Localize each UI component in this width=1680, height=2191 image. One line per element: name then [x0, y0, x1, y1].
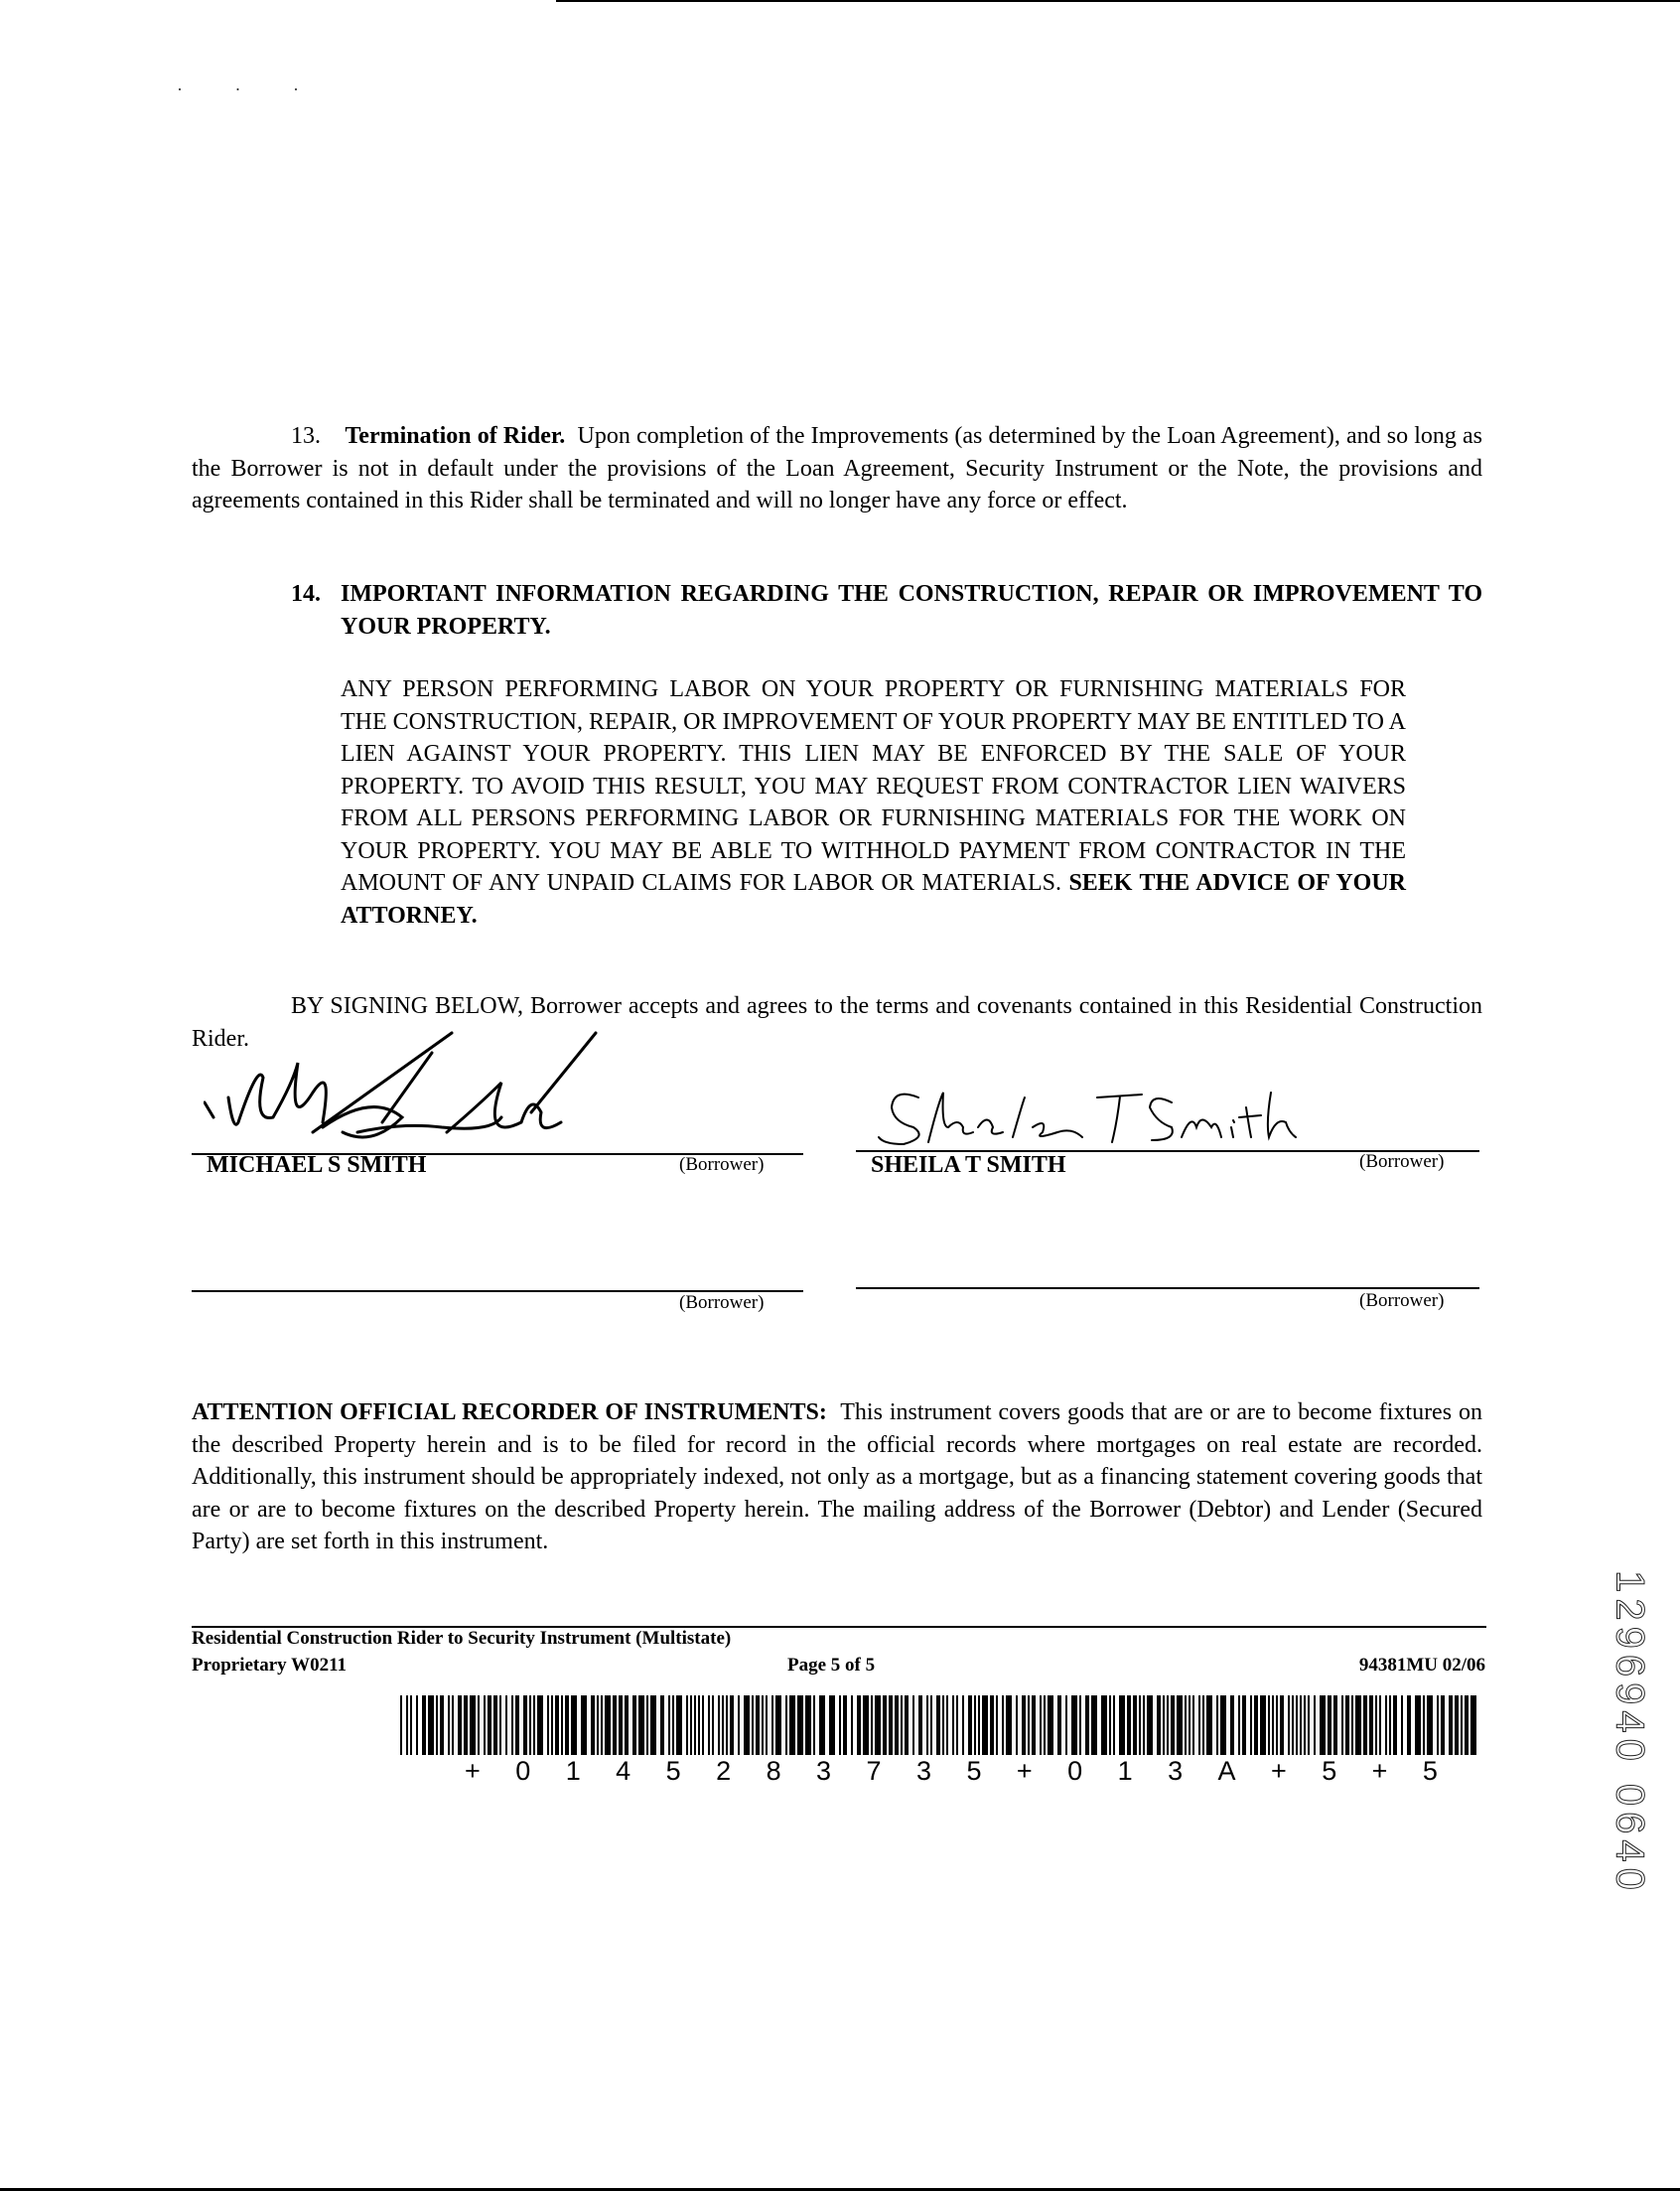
- barcode-char: 5: [1422, 1756, 1438, 1786]
- recorder-attention: [192, 1396, 1482, 1558]
- barcode-bar: [990, 1695, 994, 1755]
- barcode-bar: [1341, 1695, 1343, 1755]
- barcode-bar: [632, 1695, 636, 1755]
- barcode-bar: [555, 1695, 559, 1755]
- barcode-bar: [1028, 1695, 1030, 1755]
- barcode-bar: [1280, 1695, 1284, 1755]
- barcode-bar: [1455, 1695, 1459, 1755]
- barcode-bar: [694, 1695, 696, 1755]
- barcode-bar: [1119, 1695, 1125, 1755]
- barcode-bar: [771, 1695, 773, 1755]
- barcode-bar: [1071, 1695, 1077, 1755]
- barcode-char: 5: [1322, 1756, 1337, 1786]
- barcode-char: +: [1016, 1756, 1033, 1786]
- signer-1-role: (Borrower): [679, 1154, 765, 1175]
- barcode-bar: [1032, 1695, 1036, 1755]
- barcode-bar: [1216, 1695, 1218, 1755]
- barcode-bar: [1171, 1695, 1175, 1755]
- barcode-bar: [605, 1695, 611, 1755]
- barcode-bar: [797, 1695, 803, 1755]
- barcode-bar: [766, 1695, 768, 1755]
- barcode-bar: [1320, 1695, 1326, 1755]
- barcode-bar: [962, 1695, 964, 1755]
- barcode-bar: [646, 1695, 648, 1755]
- barcode-bar: [488, 1695, 491, 1755]
- barcode-bar: [493, 1695, 497, 1755]
- barcode-bar: [775, 1695, 781, 1755]
- barcode-bar: [676, 1695, 682, 1755]
- barcode-bar: [1401, 1695, 1403, 1755]
- barcode-bar: [1202, 1695, 1204, 1755]
- barcode-bar: [956, 1695, 958, 1755]
- scan-edge-top: [556, 0, 1680, 2]
- barcode-bar: [1163, 1695, 1165, 1755]
- barcode-bar: [883, 1695, 887, 1755]
- barcode-char: 2: [716, 1756, 732, 1786]
- section-13-text: Upon completion of the Improvements (as determined by the Loan Agreement), and so long as the Borrower is not in default under the provisions of the Loan Agreement, Security Instrument or the Note, the provisions and agreements contained in this Rider shall be terminated and will no longer have any force or effect.: [192, 423, 1482, 513]
- section-13-heading: Termination of Rider.: [345, 423, 566, 449]
- barcode-bar: [1143, 1695, 1145, 1755]
- barcode-bar: [726, 1695, 728, 1755]
- barcode-bar: [1389, 1695, 1391, 1755]
- barcode-bar: [1091, 1695, 1097, 1755]
- barcode-bar: [936, 1695, 940, 1755]
- barcode-bar: [942, 1695, 944, 1755]
- barcode-char: +: [465, 1756, 481, 1786]
- barcode-bar: [1022, 1695, 1026, 1755]
- barcode-bar: [1296, 1695, 1298, 1755]
- barcode-char: 3: [816, 1756, 832, 1786]
- section-14-heading-text: IMPORTANT INFORMATION REGARDING THE CONSTRUCTION, REPAIR OR IMPROVEMENT TO YOUR PROPERTY.: [341, 581, 1482, 640]
- barcode-bar: [1177, 1695, 1183, 1755]
- barcode-bar: [819, 1695, 825, 1755]
- barcode-bar: [422, 1695, 426, 1755]
- barcode-bar: [400, 1695, 402, 1755]
- barcode-bar: [1127, 1695, 1131, 1755]
- barcode-char: +: [1270, 1756, 1287, 1786]
- barcode-bar: [1300, 1695, 1302, 1755]
- signer-2-name: SHEILA T SMITH: [871, 1152, 1066, 1178]
- barcode-bar: [1109, 1695, 1111, 1755]
- barcode-bar: [537, 1695, 543, 1755]
- section-13-number: 13.: [291, 423, 321, 449]
- barcode-bar: [1044, 1695, 1046, 1755]
- barcode-bar: [625, 1695, 629, 1755]
- barcode-char: 0: [515, 1756, 531, 1786]
- barcode-char: 8: [766, 1756, 781, 1786]
- barcode-bar: [1147, 1695, 1153, 1755]
- side-stamp-text: 1296940 0640: [1608, 1570, 1652, 1896]
- barcode-bar: [708, 1695, 710, 1755]
- lien-warning-bold: SEEK THE ADVICE OF YOUR ATTORNEY.: [341, 870, 1407, 929]
- signature-michael-s-smith: [204, 1023, 760, 1162]
- barcode-bar: [1333, 1695, 1337, 1755]
- barcode-bar: [499, 1695, 501, 1755]
- barcode-bar: [1101, 1695, 1107, 1755]
- barcode-bar: [1470, 1695, 1476, 1755]
- barcode-bar: [511, 1695, 513, 1755]
- barcode-char: 0: [1067, 1756, 1083, 1786]
- barcode-bar: [1065, 1695, 1067, 1755]
- barcode-bar: [436, 1695, 438, 1755]
- barcode-bar: [839, 1695, 841, 1755]
- barcode-bar: [601, 1695, 603, 1755]
- footer-form-code: 94381MU 02/06: [1358, 1655, 1485, 1676]
- barcode-bar: [1167, 1695, 1169, 1755]
- barcode-bar: [619, 1695, 623, 1755]
- barcode-bar: [1351, 1695, 1353, 1755]
- barcode-bar: [863, 1695, 869, 1755]
- barcode-bar: [406, 1695, 408, 1755]
- signer-2-role: (Borrower): [1359, 1151, 1445, 1172]
- barcode-char: 5: [665, 1756, 681, 1786]
- barcode-bar: [505, 1695, 507, 1755]
- barcode-bar: [912, 1695, 914, 1755]
- barcode-bar: [551, 1695, 553, 1755]
- barcode-bar: [978, 1695, 980, 1755]
- barcode-bar: [581, 1695, 587, 1755]
- barcode-bar: [805, 1695, 811, 1755]
- barcode-bar: [1133, 1695, 1137, 1755]
- barcode-char: A: [1217, 1756, 1236, 1786]
- barcode-bar: [1465, 1695, 1469, 1755]
- barcode-bar: [1079, 1695, 1081, 1755]
- barcode-bar: [613, 1695, 617, 1755]
- barcode-bar: [722, 1695, 724, 1755]
- barcode-bar: [1328, 1695, 1331, 1755]
- scan-specks: · · ·: [177, 79, 323, 99]
- barcode-bar: [1242, 1695, 1246, 1755]
- barcode-bar: [686, 1695, 688, 1755]
- barcode-bar: [968, 1695, 972, 1755]
- barcode-bar: [1157, 1695, 1161, 1755]
- barcode-bar: [1268, 1695, 1270, 1755]
- barcode-bar: [1198, 1695, 1200, 1755]
- barcode-bar: [1085, 1695, 1089, 1755]
- barcode-bar: [1048, 1695, 1053, 1755]
- barcode-bar: [1423, 1695, 1425, 1755]
- barcode-bar: [851, 1695, 853, 1755]
- barcode-bar: [470, 1695, 476, 1755]
- barcode-bar: [1288, 1695, 1290, 1755]
- barcode-bar: [1379, 1695, 1381, 1755]
- barcode-bar: [843, 1695, 847, 1755]
- barcode-char: 1: [565, 1756, 581, 1786]
- barcode-bar: [638, 1695, 644, 1755]
- signer-1-name: MICHAEL S SMITH: [207, 1152, 427, 1178]
- section-13: [192, 420, 1482, 517]
- barcode-bar: [905, 1695, 909, 1755]
- barcode-bar: [561, 1695, 563, 1755]
- barcode-bar: [1057, 1695, 1061, 1755]
- barcode-bar: [484, 1695, 486, 1755]
- barcode-bar: [515, 1695, 519, 1755]
- barcode-bar: [738, 1695, 740, 1755]
- barcode-text: [465, 1756, 1438, 1787]
- barcode-bar: [756, 1695, 760, 1755]
- barcode-bar: [698, 1695, 700, 1755]
- signing-intro-text: BY SIGNING BELOW, Borrower accepts and agrees to the terms and covenants contained in this Residential Construction Rider.: [192, 993, 1482, 1052]
- barcode-bar: [829, 1695, 835, 1755]
- section-14-heading: [291, 578, 1482, 643]
- barcode-bar: [712, 1695, 714, 1755]
- barcode-bar: [889, 1695, 893, 1755]
- barcode-bar: [597, 1695, 599, 1755]
- barcode-bar: [1272, 1695, 1274, 1755]
- barcode-bar: [952, 1695, 954, 1755]
- barcode-bar: [1407, 1695, 1411, 1755]
- barcode-bar: [982, 1695, 988, 1755]
- footer-proprietary: Proprietary W0211: [192, 1655, 348, 1676]
- recorder-attention-lead: ATTENTION OFFICIAL RECORDER OF INSTRUMENTS:: [192, 1399, 827, 1425]
- barcode-bar: [730, 1695, 734, 1755]
- barcode-bar: [464, 1695, 468, 1755]
- barcode-bar: [1002, 1695, 1004, 1755]
- barcode-bar: [1206, 1695, 1212, 1755]
- barcode-char: +: [1371, 1756, 1388, 1786]
- barcode-bar: [1040, 1695, 1042, 1755]
- barcode-bar: [789, 1695, 795, 1755]
- barcode-bar: [1375, 1695, 1377, 1755]
- barcode-bar: [1314, 1695, 1316, 1755]
- barcode-bar: [762, 1695, 764, 1755]
- barcode-bar: [946, 1695, 948, 1755]
- barcode-bar: [668, 1695, 670, 1755]
- barcode-bar: [1238, 1695, 1240, 1755]
- barcode-bar: [672, 1695, 674, 1755]
- signer-3-role: (Borrower): [679, 1292, 765, 1313]
- barcode-bar: [1385, 1695, 1387, 1755]
- barcode-bar: [571, 1695, 577, 1755]
- barcode-bar: [1427, 1695, 1433, 1755]
- barcode-bar: [458, 1695, 462, 1755]
- barcode-bar: [1355, 1695, 1361, 1755]
- barcode-bar: [974, 1695, 976, 1755]
- lien-warning: [341, 673, 1406, 932]
- section-14-number: 14.: [291, 581, 321, 607]
- barcode-bar: [996, 1695, 998, 1755]
- barcode-bar: [416, 1695, 418, 1755]
- barcode-bar: [744, 1695, 750, 1755]
- barcode-bar: [1254, 1695, 1258, 1755]
- barcode-bar: [529, 1695, 531, 1755]
- barcode-bar: [1437, 1695, 1439, 1755]
- barcode-bar: [718, 1695, 720, 1755]
- barcode-char: 5: [966, 1756, 982, 1786]
- barcode-bar: [1369, 1695, 1373, 1755]
- barcode-bar: [1113, 1695, 1115, 1755]
- barcode-bar: [1006, 1695, 1012, 1755]
- barcode-bar: [1292, 1695, 1294, 1755]
- barcode-bar: [895, 1695, 899, 1755]
- barcode-bar: [1449, 1695, 1453, 1755]
- barcode-bar: [565, 1695, 569, 1755]
- barcode-bar: [901, 1695, 903, 1755]
- barcode-bar: [1192, 1695, 1194, 1755]
- barcode-bar: [1345, 1695, 1349, 1755]
- barcode-bar: [1189, 1695, 1190, 1755]
- barcode-bar: [660, 1695, 664, 1755]
- barcode-bar: [1250, 1695, 1252, 1755]
- barcode-bar: [478, 1695, 480, 1755]
- recorder-attention-text: This instrument covers goods that are or are to become fixtures on the described Property herein and is to be filed for record in the official records where mortgages on real estate are recorded. Additionally, this instrument should be appropriately indexed, not only as a mortgage, but as a financing statement covering goods that are or are to become fixtures on the described Property herein. The mailing address of the Borrower (Debtor) and Lender (Secured Party) are set forth in this instrument.: [192, 1399, 1482, 1554]
- signature-sheila-t-smith: [874, 1083, 1311, 1152]
- barcode-bar: [702, 1695, 704, 1755]
- barcode-bar: [1139, 1695, 1141, 1755]
- barcode-bar: [752, 1695, 754, 1755]
- barcode-char: 4: [616, 1756, 631, 1786]
- barcode-bar: [871, 1695, 873, 1755]
- barcode-bar: [857, 1695, 861, 1755]
- barcode: [400, 1695, 1482, 1755]
- barcode-bar: [1260, 1695, 1266, 1755]
- barcode-bar: [523, 1695, 527, 1755]
- barcode-bar: [1185, 1695, 1187, 1755]
- barcode-bar: [448, 1695, 450, 1755]
- barcode-bar: [926, 1695, 928, 1755]
- barcode-char: 7: [866, 1756, 882, 1786]
- barcode-bar: [1276, 1695, 1278, 1755]
- barcode-bar: [785, 1695, 787, 1755]
- barcode-bar: [1220, 1695, 1226, 1755]
- barcode-bar: [650, 1695, 656, 1755]
- barcode-bar: [1304, 1695, 1306, 1755]
- barcode-bar: [1441, 1695, 1445, 1755]
- barcode-bar: [930, 1695, 932, 1755]
- barcode-bar: [428, 1695, 434, 1755]
- signer-4-role: (Borrower): [1359, 1290, 1445, 1311]
- barcode-char: 3: [915, 1756, 931, 1786]
- barcode-bar: [591, 1695, 595, 1755]
- barcode-bar: [1230, 1695, 1234, 1755]
- side-stamp-number: [1605, 1570, 1654, 1896]
- barcode-bar: [533, 1695, 535, 1755]
- footer-page-number: Page 5 of 5: [787, 1655, 876, 1676]
- barcode-bar: [547, 1695, 549, 1755]
- barcode-bar: [1016, 1695, 1018, 1755]
- barcode-bar: [1415, 1695, 1421, 1755]
- barcode-char: 3: [1168, 1756, 1184, 1786]
- barcode-bar: [813, 1695, 815, 1755]
- footer-title: Residential Construction Rider to Security Instrument (Multistate): [192, 1628, 732, 1649]
- barcode-bar: [1308, 1695, 1310, 1755]
- barcode-bar: [1393, 1695, 1397, 1755]
- lien-warning-text: ANY PERSON PERFORMING LABOR ON YOUR PROPERTY OR FURNISHING MATERIALS FOR THE CONSTRUCTION, REPAIR, OR IMPROVEMENT OF YOUR PROPERTY MAY BE ENTITLED TO A LIEN AGAINST YOUR PROPERTY. THIS LIEN MAY BE ENFORCED BY THE SALE OF YOUR PROPERTY. TO AVOID THIS RESULT, YOU MAY REQUEST FROM CONTRACTOR LIEN WAIVERS FROM ALL PERSONS PERFORMING LABOR OR FURNISHING MATERIALS FOR THE WORK ON YOUR PROPERTY. YOU MAY BE ABLE TO WITHHOLD PAYMENT FROM CONTRACTOR IN THE AMOUNT OF ANY UNPAID CLAIMS FOR LABOR OR MATERIALS.: [341, 676, 1406, 896]
- barcode-char: 1: [1117, 1756, 1133, 1786]
- barcode-bar: [918, 1695, 922, 1755]
- barcode-bar: [440, 1695, 444, 1755]
- signature-line-4: [856, 1287, 1479, 1289]
- barcode-bar: [690, 1695, 692, 1755]
- barcode-bar: [410, 1695, 412, 1755]
- barcode-bar: [875, 1695, 881, 1755]
- barcode-bar: [452, 1695, 454, 1755]
- barcode-bar: [1461, 1695, 1463, 1755]
- barcode-bar: [1363, 1695, 1367, 1755]
